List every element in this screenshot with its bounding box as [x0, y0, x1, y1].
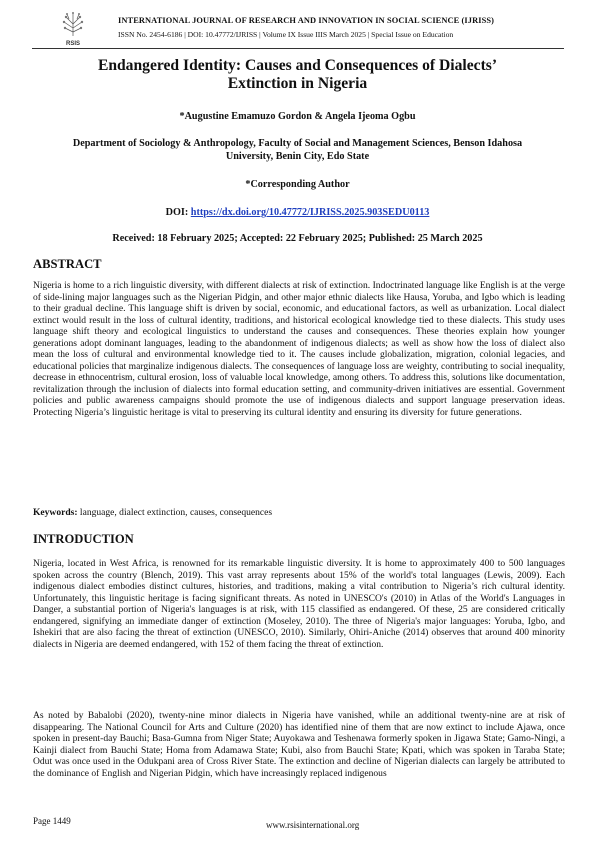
affiliation-line-2: University, Benin City, Edo State: [225, 151, 370, 162]
abstract-heading: ABSTRACT: [33, 257, 102, 271]
journal-title: INTERNATIONAL JOURNAL OF RESEARCH AND INNOVATION IN SOCIAL SCIENCE (IJRISS): [118, 16, 494, 25]
publication-dates: Received: 18 February 2025; Accepted: 22 February 2025; Published: 25 March 2025: [112, 233, 483, 244]
keywords: [33, 507, 565, 519]
affiliation-line-1: Department of Sociology & Anthropology, Faculty of Social and Management Sciences, Benson Idahosa: [72, 138, 523, 149]
footer-website: www.rsisinternational.org: [266, 820, 360, 830]
keywords-label: Keywords:: [33, 507, 78, 518]
page-number: Page 1449: [33, 816, 71, 826]
title-line-1: Endangered Identity: Causes and Consequences of Dialects’: [97, 57, 498, 74]
corresponding-author: *Corresponding Author: [245, 179, 350, 190]
header-divider: [32, 48, 564, 49]
title-line-2: Extinction in Nigeria: [227, 75, 368, 92]
affiliation: [30, 137, 565, 163]
journal-meta: ISSN No. 2454-6186 | DOI: 10.47772/IJRISS | Volume IX Issue IIIS March 2025 | Special Issue on Education: [118, 30, 454, 39]
doi-label: DOI:: [165, 207, 191, 218]
introduction-heading: INTRODUCTION: [33, 532, 134, 546]
introduction-paragraph-1: Nigeria, located in West Africa, is renowned for its remarkable linguistic diversity. It is home to approximately 400 to 500 languages spoken across the country (Blench, 2019). This vast array represents about 15% of the world's total languages (Lewis, 2009). Each indigenous dialect embodies distinct cultures, histories, and traditions, making a vital contribution to Nigeria’s rich cultural identity. Unfortunately, this linguistic heritage is facing significant threats. As noted in UNESCO's (2010) in Atlas of the World's Languages in Danger, a substantial portion of Nigeria's languages is at risk, with 115 classified as endangered. Of these, 25 are considered critically endangered, signifying an immediate danger of extinction (Moseley, 2010). The three of Nigeria's major languages: Yoruba, Igbo, and Ishekiri that are also facing the threat of extinction (UNESCO, 2010). Similarly, Ohiri-Aniche (2014) observes that around 400 minority dialects in Nigeria are deemed endangered, with 152 of them facing the threat of extinction.: [33, 558, 565, 650]
journal-header: [32, 10, 567, 48]
journal-logo-icon: [54, 10, 92, 48]
doi-link[interactable]: https://dx.doi.org/10.47772/IJRISS.2025.903SEDU0113: [190, 207, 430, 218]
logo-text: RSIS: [65, 41, 81, 47]
introduction-paragraph-2: As noted by Babalobi (2020), twenty-nine minor dialects in Nigeria have vanished, while an additional twenty-nine are at risk of disappearing. The National Council for Arts and Culture (2020) has identified nine of them that are now extinct to include Ajawa, once spoken in present-day Bauchi; Basa-Gumna from Niger State; Auyokawa and Teshenawa formerly spoken in Jigawa State; Gamo-Ningi, a Kainji dialect from Bauchi State; Homa from Adamawa State; Kubi, also from Bauchi State; Kpati, which was spoken in Taraba State; Odut was once used in the Odukpani area of Cross River State. The extinction and decline of Nigerian dialects can largely be attributed to the dominance of English and Nigerian Pidgin, which have increasingly replaced indigenous: [33, 710, 565, 779]
article-title: [40, 57, 555, 93]
abstract-text: Nigeria is home to a rich linguistic diversity, with different dialects at risk of extinction. Indoctrinated language like English is at the verge of side-lining major languages such as the Nigerian Pidgin, and other major ethnic dialects like Hausa, Yoruba, and Igbo which is leading to their gradual decline. This language shift is driven by social, economic, and educational factors, as well as urbanization. Local dialect extinct would result in the loss of cultural identity, traditions, and historical ecological knowledge tied to these dialects. This study uses language shift theory and ecological linguistics to understand the causes and consequences. These theories explain how younger generations adopt dominant languages, leading to the abandonment of indigenous dialects; as well as show how the loss of dialect also mean the loss of cultural and environmental knowledge tied to it. The causes include globalization, migration, colonial legacies, and educational policies that marginalize indigenous dialects. The consequences of language loss are weighty, contributing to social inequality, decrease in ethnocentrism, cultural erosion, loss of valuable local knowledge, among others. To address this, solutions like documentation, revitalization through the inclusion of dialects into formal education setting, and community-driven initiatives are essential. Government policies and public awareness campaigns should promote the use of indigenous dialects and support language preservation ideas. Protecting Nigeria’s linguistic heritage is vital to preserving its cultural identity and ensuring its diversity for future generations.: [33, 280, 565, 419]
authors: *Augustine Emamuzo Gordon & Angela Ijeoma Ogbu: [179, 111, 416, 122]
keywords-text: language, dialect extinction, causes, consequences: [77, 507, 273, 518]
doi-line: [40, 207, 555, 218]
